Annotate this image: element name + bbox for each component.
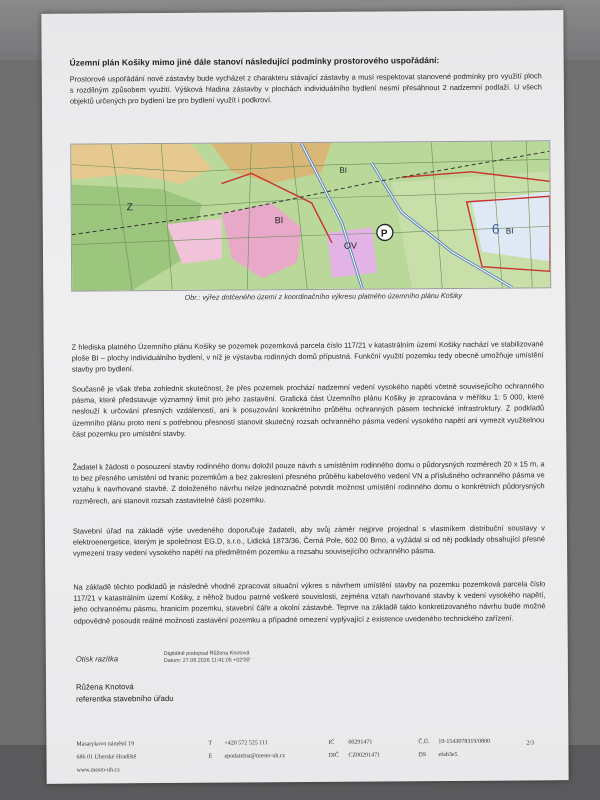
paragraph-3: Současně je však třeba zohlednit skutečnost, že přes pozemek prochází nadzemní vedení vysokého napětí včetně souvisejícího ochranného pásma, které představuje významný limit pro jeho zastavění. Grafická část Územního plánu Košiky je zpracována v měřítku 1: 5 000, které neslouží k určování přesných vzdáleností, ani k posuzování konkrétního průběhu ochranných pásem technické infrastruktury. Z podkladů územního plánu proto není s potřebnou přesností stanovit skutečný rozsah ochranného pásma vedení vysokého napětí ani vymezit využitelnou část pozemku pro umístění stavby. (71, 381, 545, 439)
footer-ic-label: IČ (328, 739, 335, 746)
document-page (41, 10, 568, 784)
signer-role: referentka stavebního úřadu (76, 693, 174, 704)
footer-address-2: 686 01 Uherské Hradiště (76, 754, 137, 761)
paragraph-1: Prostorové uspořádání nové zástavby bude vycházet z charakteru stávající zástavby a musí respektovat stanovené podmínky pro využití ploch s rozdílným způsobem využití. Výšková hladina zástavby v plochách individuálního bydlení nesmí přesáhnout 2 nadzemní podlaží. U všech objektů určených pro bydlení lze pro bydlení využít i podkroví. (69, 71, 542, 107)
map-label-bi-right: BI (505, 226, 514, 236)
footer-account: 19-1543078319/0800 (438, 738, 491, 746)
digital-signature (164, 650, 251, 665)
footer-ds: efab3e5 (438, 751, 458, 759)
footer-email-label: E (208, 753, 213, 760)
section-heading: Územní plán Košiky mimo jiné dále stanoví následující podmínky prostorového uspořádání: (69, 55, 440, 68)
zoning-map-excerpt (70, 140, 551, 291)
paragraph-2: Z hlediska platného Územního plánu Košiky se pozemek pozemková parcela číslo 117/21 v katastrálním území Košiky nachází ve stabilizované ploše BI – plochy individuálního bydlení, v níž je výstavba rodinných domů přípustná. Funkční využití pozemku tedy obecně umožňuje umístění stavby pro bydlení. (71, 339, 544, 375)
stamp-label: Otisk razítka (75, 654, 119, 664)
map-caption: Obr.: výřez dotčeného území z koordinačního výkresu platného územního plánu Košiky (184, 290, 463, 302)
footer-website: www.mesto-uh.cz (76, 767, 120, 774)
map-label-num-right: 6 (491, 220, 500, 237)
page-number: 2/3 (526, 740, 535, 747)
paragraph-4: Žadatel k žádosti o posouzení stavby rodinného domu doložil pouze návrh s umístěním rodinného domu o půdorysných rozměrech 20 x 15 m, a to bez přesného umístění od hranic pozemkům a bez zakreslení přesného průběhu kabelového vedení VN a příslušného ochranného pásma ve vztahu k navrhované stavbě. Z doloženého návrhu nelze jednoznačně potvrdit možnost umístění rodinného domu o konkrétních půdorysných rozměrech, ani stanovit rozsah zastavitelné části pozemku. (72, 459, 545, 506)
footer-ic: 00291471 (348, 739, 373, 746)
footer-ds-label: DS (418, 752, 427, 759)
paragraph-6: Na základě těchto podkladů je následně vhodné zpracovat situační výkres s návrhem umístění stavby na pozemku pozemková parcela číslo 117/21 v katastrálním území Košiky, z něhož budou patrné veškeré souvislosti, zejména vztah navrhované stavby k vedení vysokého napětí, jeho ochrannému pásmu, hranicím pozemku, stavební čáře a okolní zástavbě. Teprve na základě takto konkretizovaného návrhu bude možné odpovědně posoudit reálné možnosti zastavění pozemku a případné omezení vyplývající z existence uvedeného technického zařízení. (73, 579, 546, 626)
paragraph-5: Stavební úřad na základě výše uvedeného doporučuje žadateli, aby svůj záměr nejprve projednal s vlastníkem distribuční soustavy v elektroenergetice, kterým je společnost EG.D, s.r.o., Lidická 1873/36, Černá Pole, 602 00 Brno, a vyžádal si od něj podklady obsahující přesné vymezení trasy vedení vysokého napětí na předmětném pozemku a rozsahu souvisejícího ochranného pásma. (72, 523, 546, 559)
map-label-parking: P (380, 228, 388, 240)
footer-phone: +420 572 525 111 (224, 740, 268, 747)
footer-phone-label: T (208, 740, 213, 747)
map-label-ov: OV (343, 240, 357, 251)
footer-dic: CZ00291471 (348, 752, 381, 759)
map-graphic (71, 141, 550, 290)
signer-name: Růžena Knotová (75, 682, 134, 692)
footer-email: epodatelna@mesto-uh.cz (224, 753, 286, 760)
footer-account-label: Č.Ú. (418, 739, 430, 746)
map-label-z: Z (126, 202, 133, 214)
footer-dic-label: DIČ (328, 752, 339, 759)
signature-line-1: Digitálně podepsal Růžena Knotová (163, 650, 250, 657)
map-label-bi-top: BI (339, 165, 348, 175)
footer-address-1: Masarykovo náměstí 19 (76, 741, 135, 748)
signature-line-2: Datum: 27.08.2026 11:41:05 +02'00' (163, 657, 251, 664)
map-label-bi-left: BI (274, 215, 284, 226)
